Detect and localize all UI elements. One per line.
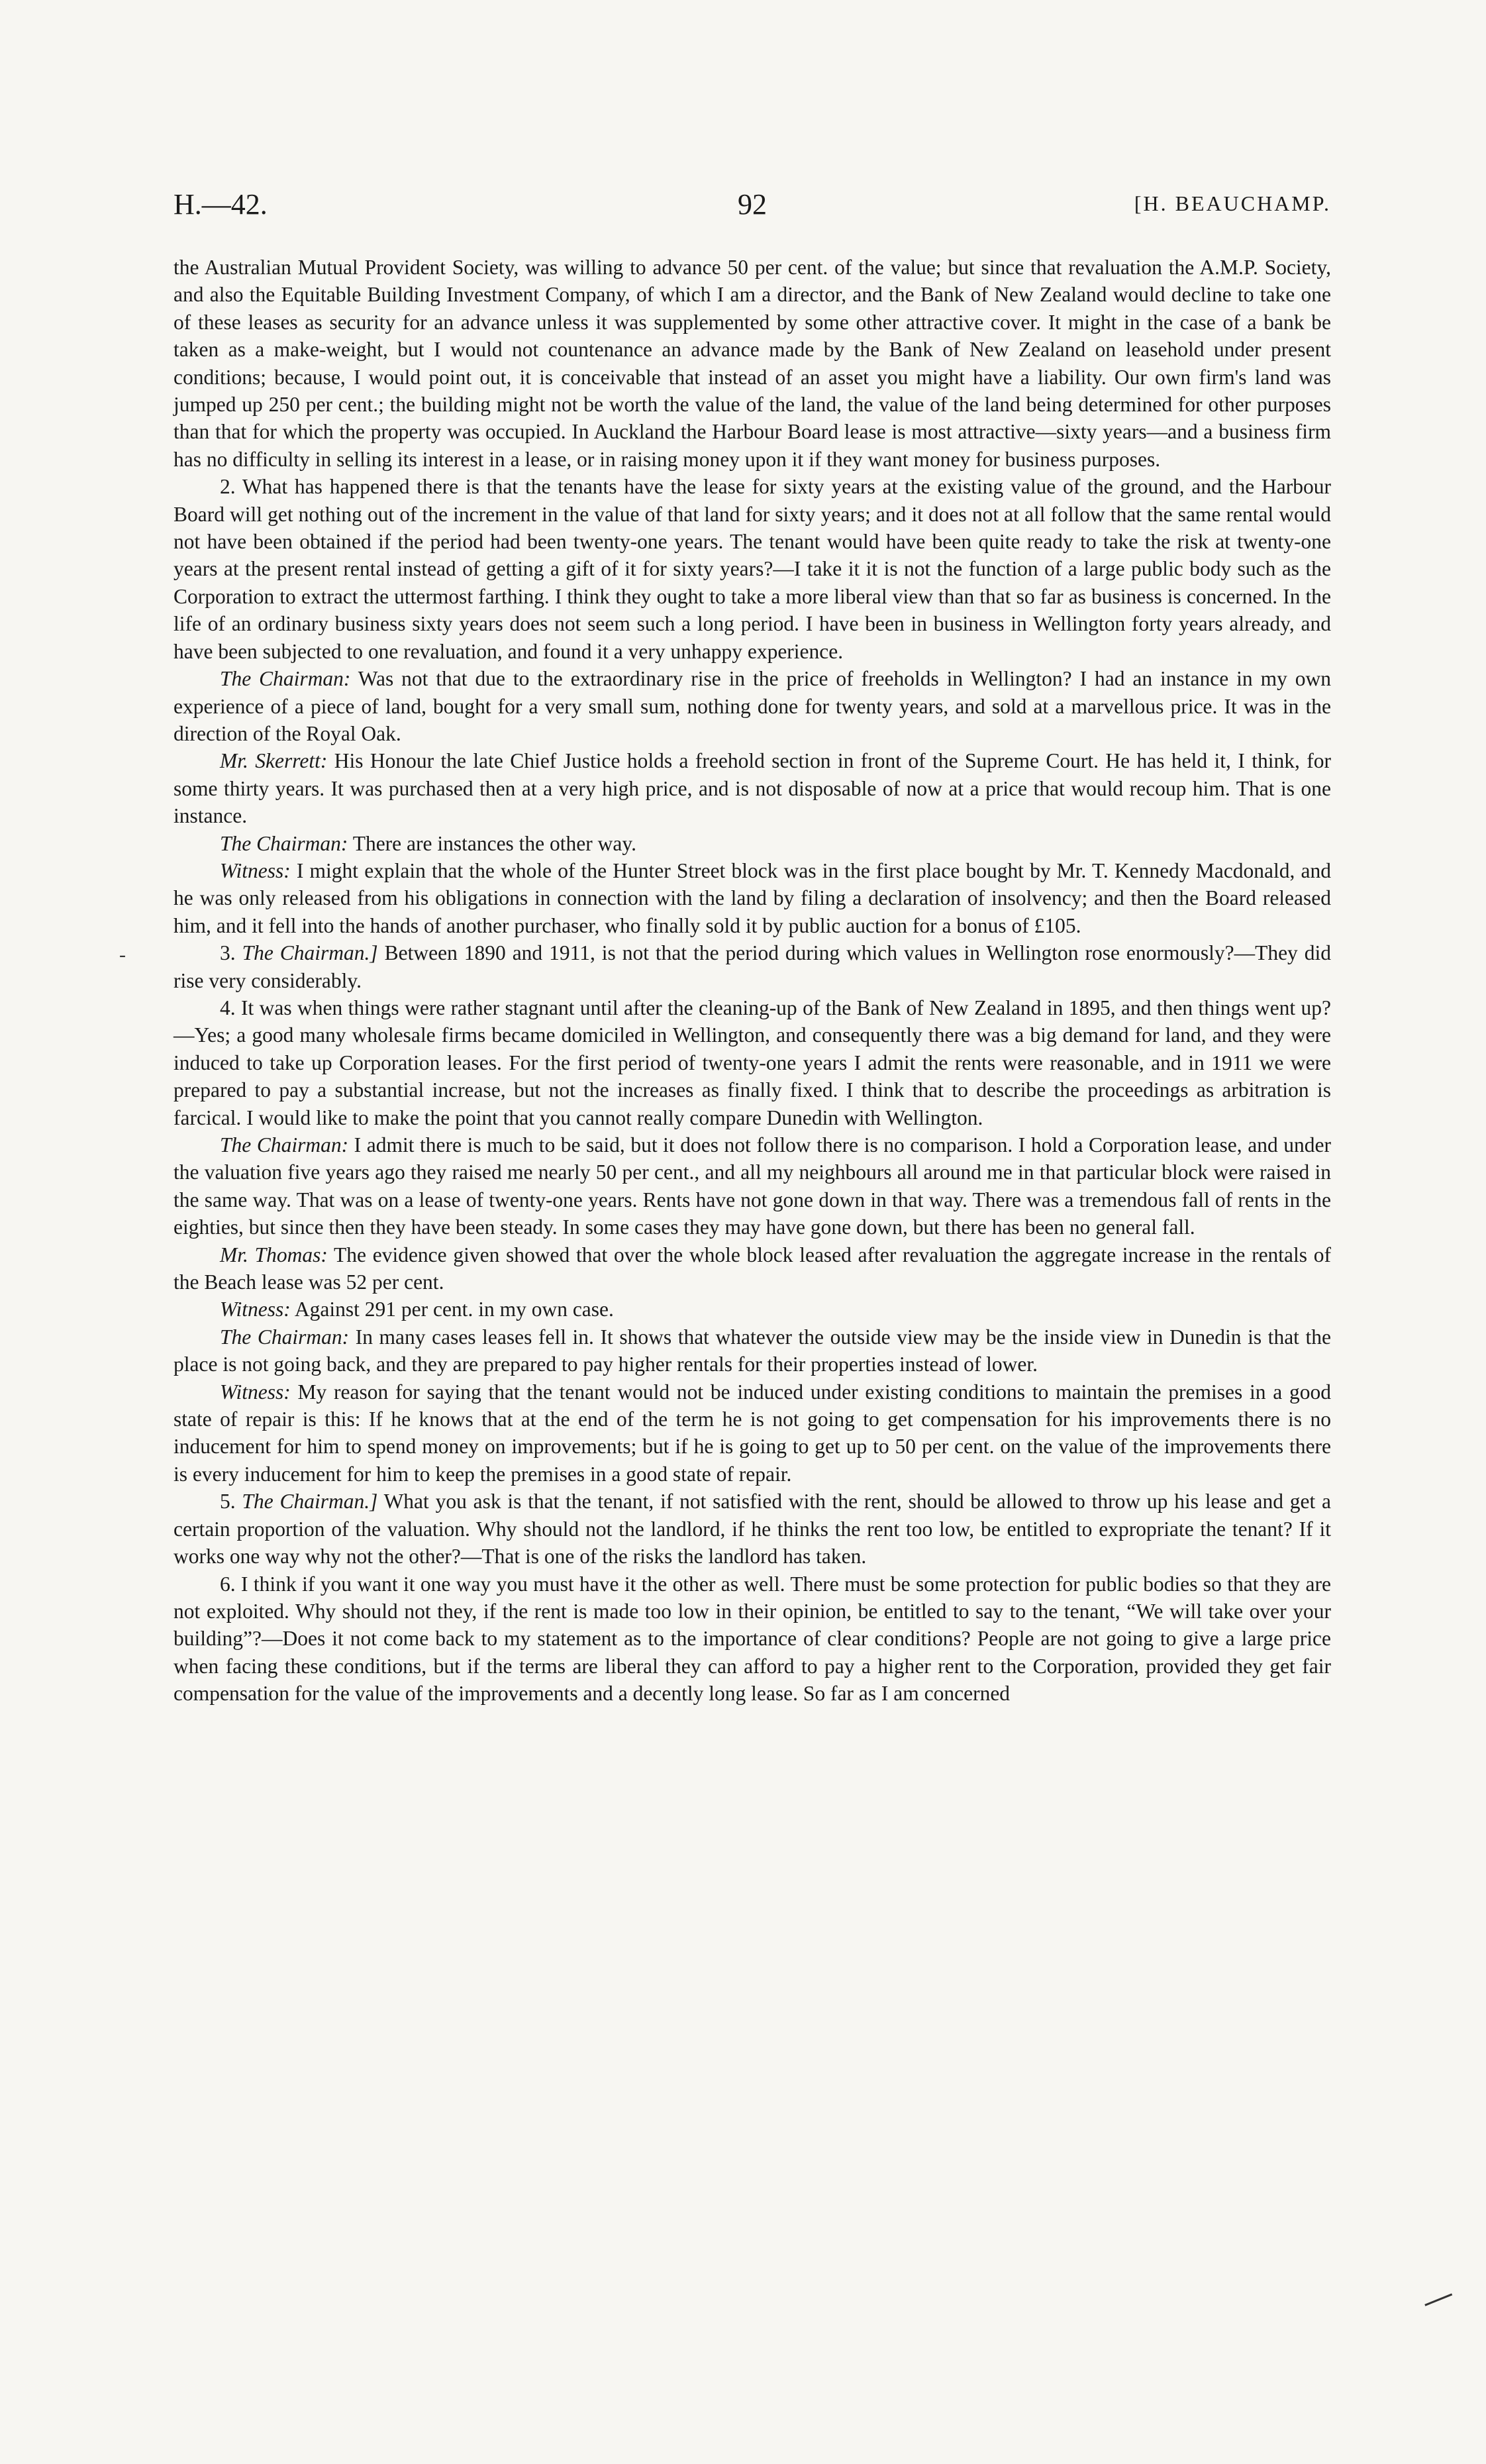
paragraph: The Chairman: In many cases leases fell in. It shows that whatever the outside view may be the inside view in Dunedin is that the place is not going back, and they are prepared to pay higher rentals for their properties instead of lower. xyxy=(173,1325,1331,1376)
paragraph: 4. It was when things were rather stagnant until after the cleaning-up of the Bank of New Zealand in 1895, and then things went up?—Yes; a good many wholesale firms became domiciled in Wellington, and consequently there was a big demand for land, and they were induced to take up Corporation leases. For the first period of twenty-one years I admit the rents were reasonable, and in 1911 we were prepared to pay a substantial increase, but not the increases as finally fixed. I think that to describe the proceedings as arbitration is farcical. I would like to make the point that you cannot really compare Dunedin with Wellington. xyxy=(173,996,1331,1129)
paragraph: 2. What has happened there is that the tenants have the lease for sixty years at the existing value of the ground, and the Harbour Board will get nothing out of the increment in the value of that land for sixty years; and it does not at all follow that the same rental would not have been obtained if the period had been twenty-one years. The tenant would have been quite ready to take the risk at twenty-one years at the present rental instead of getting a gift of it for sixty years?—I take it it is not the function of a large public body such as the Corporation to extract the uttermost farthing. I think they ought to take a more liberal view than that so far as business is concerned. In the life of an ordinary business sixty years does not seem such a long period. I have been in business in Wellington forty years already, and have been subjected to one revaluation, and found it a very unhappy experience. xyxy=(173,475,1331,663)
witness-name: [H. BEAUCHAMP. xyxy=(1134,191,1331,215)
paragraph: The Chairman: There are instances the other way. xyxy=(220,831,636,855)
document-id: H.—42. xyxy=(173,188,268,221)
page-number: 92 xyxy=(738,188,767,221)
paragraph: Witness: My reason for saying that the tenant would not be induced under existing conditions to maintain the premises in a good state of repair is this: If he knows that at the end of the term he is not going to get compensation for his improvements there is no inducement for him to spend money on improvements; but if he is going to get up to 50 per cent. on the value of the improvements there is every inducement for him to keep the premises in a good state of repair. xyxy=(173,1380,1331,1486)
paragraph: Witness: I might explain that the whole of the Hunter Street block was in the first place bought by Mr. T. Kennedy Macdonald, and he was only released from his obligations in connection with the land by filing a declaration of insolvency; and then the Board released him, and it fell into the hands of another purchaser, who finally sold it by public auction for a bonus of £105. xyxy=(173,858,1331,937)
paragraph: Mr. Thomas: The evidence given showed that over the whole block leased after revaluation the aggregate increase in the rentals of the Beach lease was 52 per cent. xyxy=(173,1243,1331,1294)
paragraph: 3. The Chairman.] Between 1890 and 1911, is not that the period during which values in Wellington rose enormously?—They did rise very considerably. xyxy=(173,941,1332,992)
page-header xyxy=(173,187,1331,227)
paragraph: The Chairman: Was not that due to the extraordinary rise in the price of freeholds in Wellington? I had an instance in my own experience of a piece of land, bought for a very small sum, nothing done for twenty years, and sold at a marvellous price. It was in the direction of the Royal Oak. xyxy=(173,667,1331,745)
paragraph: 5. The Chairman.] What you ask is that the tenant, if not satisfied with the rent, should be allowed to throw up his lease and get a certain proportion of the valuation. Why should not the landlord, if he thinks the rent too low, be entitled to expropriate the tenant? If it works one way why not the other?—That is one of the risks the landlord has taken. xyxy=(173,1490,1331,1568)
paragraph: Witness: Against 291 per cent. in my own case. xyxy=(220,1298,614,1321)
margin-mark: - xyxy=(119,944,126,966)
paragraph: The Chairman: I admit there is much to be said, but it does not follow there is no comparison. I hold a Corporation lease, and under the valuation five years ago they raised me nearly 50 per cent., and all my neighbours all around me in that particular block were raised in the same way. That was on a lease of twenty-one years. Rents have not gone down in that way. There was a tremendous fall of rents in the eighties, but since then they have been steady. In some cases they may have gone down, but there has been no general fall. xyxy=(173,1133,1331,1239)
paragraph: 6. I think if you want it one way you must have it the other as well. There must be some protection for public bodies so that they are not exploited. Why should not they, if the rent is made too low in their opinion, be entitled to say to the tenant, “We will take over your building”?—Does it not come back to my statement as to the importance of clear conditions? People are not going to give a large price when facing these conditions, but if the terms are liberal they can afford to pay a higher rent to the Corporation, provided they get fair compensation for the value of the improvements and a decently long lease. So far as I am concerned xyxy=(173,1572,1331,1706)
document-body xyxy=(173,254,1331,1708)
paragraph: the Australian Mutual Provident Society, was willing to advance 50 per cent. of the value; but since that revaluation the A.M.P. Society, and also the Equitable Building Investment Company, of which I am a director, and the Bank of New Zealand would decline to take one of these leases as security for an advance unless it was supplemented by some other attractive cover. It might in the case of a bank be taken as a make-weight, but I would not countenance an advance made by the Bank of New Zealand on leasehold under present conditions; because, I would point out, it is conceivable that instead of an asset you might have a liability. Our own firm's land was jumped up 250 per cent.; the building might not be worth the value of the land, the value of the land being determined for other purposes than that for which the property was occupied. In Auckland the Harbour Board lease is most attractive—sixty years—and a business firm has no difficulty in selling its interest in a lease, or in raising money upon it if they want money for business purposes. xyxy=(173,256,1331,471)
corner-mark xyxy=(1422,2286,1452,2306)
paragraph: Mr. Skerrett: His Honour the late Chief Justice holds a freehold section in front of the Supreme Court. He has held it, I think, for some thirty years. It was purchased then at a very high price, and is not disposable of now at a price that would recoup him. That is one instance. xyxy=(173,749,1331,828)
